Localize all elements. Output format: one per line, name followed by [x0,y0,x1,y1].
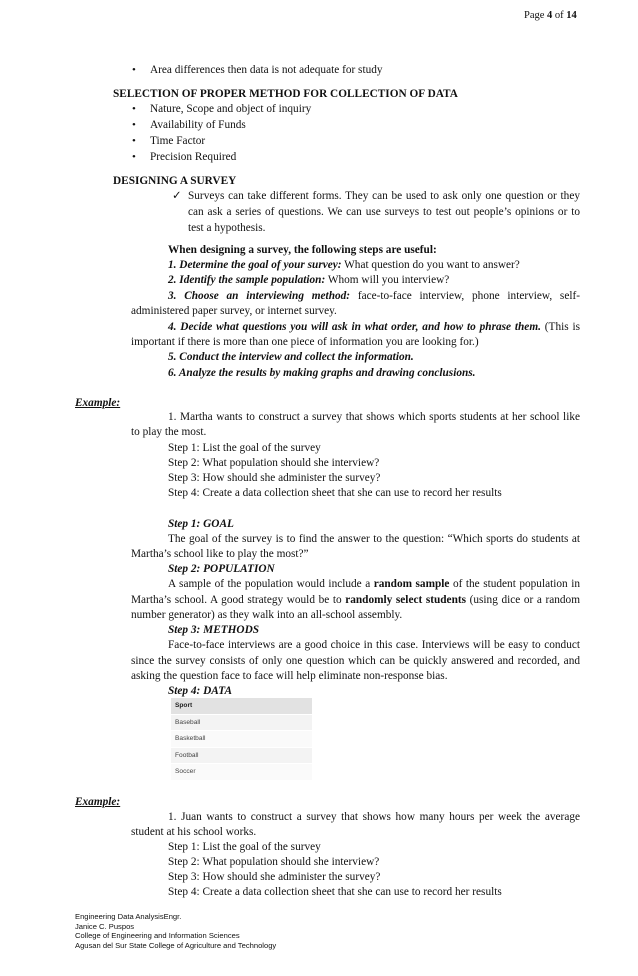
section-heading-designing: DESIGNING A SURVEY [113,175,237,187]
data-collection-table [171,698,312,781]
step-item: 2. Identify the sample population: Whom will you interview? [168,274,450,286]
step-item: 1. Determine the goal of your survey: What question do you want to answer? [168,259,520,271]
step-item: 3. Choose an interviewing method: face-to-face interview, phone interview, self- [168,290,581,302]
list-item: Nature, Scope and object of inquiry [150,103,312,115]
paragraph-line: Surveys can take different forms. They can be used to ask only one question or they [188,190,580,202]
example-step: Step 4: Create a data collection sheet that she can use to record her results [168,886,502,898]
example-step: Step 3: How should she administer the survey? [168,871,381,883]
footer-line: Agusan del Sur State College of Agriculture and Technology [75,940,277,950]
table-row: Baseball [171,715,312,732]
example-step: Step 1: List the goal of the survey [168,442,321,454]
section-heading-selection: SELECTION OF PROPER METHOD FOR COLLECTION OF DATA [113,88,458,100]
checkmark-icon: ✓ [172,190,182,202]
example-step: Step 3: How should she administer the survey? [168,472,381,484]
example-question: to play the most. [131,426,207,438]
list-item: Precision Required [150,151,237,163]
example-label: Example: [75,796,121,808]
example-label: Example: [75,397,121,409]
paragraph-line: Martha’s school like to play the most?” [131,548,309,560]
steps-heading: When designing a survey, the following steps are useful: [168,244,437,256]
paragraph-line: The goal of the survey is to find the answer to the question: “Which sports do students at [168,533,580,545]
step-item-continued: administered paper survey, or internet survey. [131,305,337,317]
paragraph-line: Face-to-face interviews are a good choice in this case. Interviews will be easy to conduct [168,639,580,651]
paragraph-line: test a hypothesis. [188,222,266,234]
table-row: Soccer [171,764,312,781]
list-item: Time Factor [150,135,206,147]
paragraph-line: asking the question face to face will help eliminate non-response bias. [131,670,448,682]
list-item: Area differences then data is not adequate for study [150,64,383,76]
bullet-icon: • [132,135,136,147]
table-row: Football [171,748,312,765]
example-step: Step 1: List the goal of the survey [168,841,321,853]
table-row: Basketball [171,731,312,748]
step-item-continued: important if there is more than one piece of information you are looking for.) [131,336,479,348]
step-item: 5. Conduct the interview and collect the information. [168,351,414,363]
example-step: Step 4: Create a data collection sheet that she can use to record her results [168,487,502,499]
step-heading-data: Step 4: DATA [168,685,233,697]
footer [75,912,276,950]
footer-line: Engineering Data AnalysisEngr. [75,912,182,921]
paragraph-line: can ask a series of questions. We can use surveys to test out people’s opinions or to [188,206,580,218]
example-question: 1. Martha wants to construct a survey that shows which sports students at her school like [168,411,580,423]
step-heading-methods: Step 3: METHODS [168,624,260,636]
footer-line: Janice C. Puspos [75,921,135,931]
paragraph-line: Martha’s school. A good strategy would be to randomly select students (using dice or a random [131,594,580,606]
example-step: Step 2: What population should she interview? [168,457,380,469]
bullet-icon: • [132,103,136,115]
example-step: Step 2: What population should she interview? [168,856,380,868]
table-header: Sport [171,698,312,715]
example-question: 1. Juan wants to construct a survey that shows how many hours per week the average [168,811,580,823]
example-question: student at his school works. [131,826,257,838]
paragraph-line: number generator) as they walk into an all-school assembly. [131,609,403,621]
list-item: Availability of Funds [150,119,246,131]
step-heading-population: Step 2: POPULATION [168,563,275,575]
paragraph-line: since the survey consists of only one question which can be quickly answered and recorded, and [131,655,580,667]
paragraph-line: A sample of the population would include a random sample of the student population in [168,578,580,590]
page-number: Page 4 of 14 [524,10,577,21]
step-item: 4. Decide what questions you will ask in what order, and how to phrase them. (This is [168,321,580,333]
step-item: 6. Analyze the results by making graphs and drawing conclusions. [168,367,476,379]
bullet-icon: • [132,151,136,163]
bullet-icon: • [132,64,136,76]
footer-line: College of Engineering and Information Sciences [75,931,240,940]
bullet-icon: • [132,119,136,131]
step-heading-goal: Step 1: GOAL [168,518,234,530]
